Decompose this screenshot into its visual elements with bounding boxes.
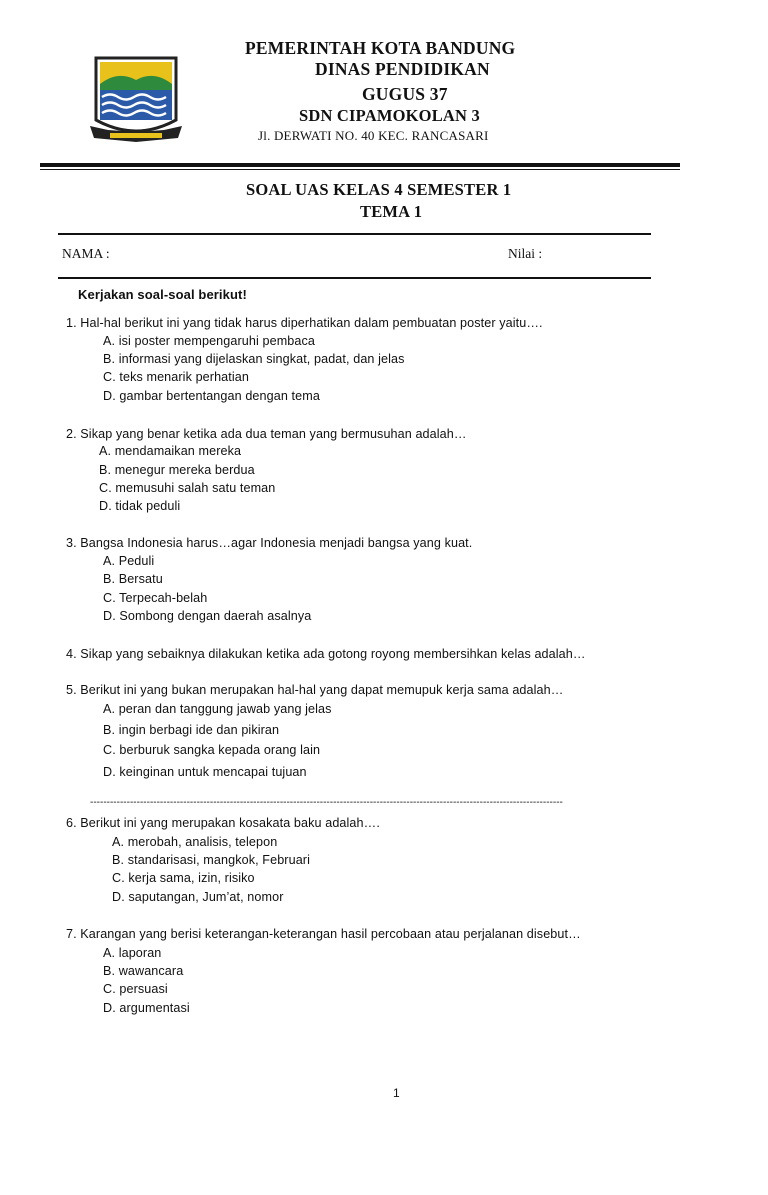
header-line-department: DINAS PENDIDIKAN bbox=[315, 59, 490, 79]
q7-option-d: D. argumentasi bbox=[103, 1001, 190, 1015]
exam-title: SOAL UAS KELAS 4 SEMESTER 1 bbox=[246, 180, 512, 199]
q6-option-b: B. standarisasi, mangkok, Februari bbox=[112, 853, 310, 867]
q6-option-a: A. merobah, analisis, telepon bbox=[112, 835, 278, 849]
question-3: 3. Bangsa Indonesia harus…agar Indonesia menjadi bangsa yang kuat. bbox=[66, 536, 473, 550]
question-2: 2. Sikap yang benar ketika ada dua teman yang bermusuhan adalah… bbox=[66, 427, 467, 441]
header-rule-thin bbox=[40, 169, 680, 170]
question-4: 4. Sikap yang sebaiknya dilakukan ketika ada gotong royong membersihkan kelas adalah… bbox=[66, 647, 586, 661]
q3-option-a: A. Peduli bbox=[103, 554, 155, 568]
q2-option-a: A. mendamaikan mereka bbox=[99, 444, 242, 458]
q7-option-c: C. persuasi bbox=[103, 982, 168, 996]
q1-option-a: A. isi poster mempengaruhi pembaca bbox=[103, 334, 316, 348]
q3-option-d: D. Sombong dengan daerah asalnya bbox=[103, 609, 312, 623]
q2-option-c: C. memusuhi salah satu teman bbox=[99, 481, 276, 495]
page-number: 1 bbox=[393, 1086, 400, 1100]
q7-option-a: A. laporan bbox=[103, 946, 162, 960]
header-rule-thick bbox=[40, 163, 680, 167]
q3-option-c: C. Terpecah-belah bbox=[103, 591, 208, 605]
q7-option-b: B. wawancara bbox=[103, 964, 184, 978]
header-address: Jl. DERWATI NO. 40 KEC. RANCASARI bbox=[258, 128, 489, 143]
name-label: NAMA : bbox=[62, 246, 110, 261]
header-line-cluster: GUGUS 37 bbox=[362, 84, 448, 104]
dashed-separator: ---------------------------------------------------------------------------------------------------------------------------------------------- bbox=[90, 797, 563, 808]
question-6: 6. Berikut ini yang merupakan kosakata baku adalah…. bbox=[66, 816, 380, 830]
question-7: 7. Karangan yang berisi keterangan-keterangan hasil percobaan atau perjalanan disebut… bbox=[66, 927, 581, 941]
header-line-government: PEMERINTAH KOTA BANDUNG bbox=[245, 38, 516, 58]
q1-option-c: C. teks menarik perhatian bbox=[103, 370, 249, 384]
q5-option-d: D. keinginan untuk mencapai tujuan bbox=[103, 765, 307, 779]
q2-option-d: D. tidak peduli bbox=[99, 499, 181, 513]
q3-option-b: B. Bersatu bbox=[103, 572, 163, 586]
question-5: 5. Berikut ini yang bukan merupakan hal-hal yang dapat memupuk kerja sama adalah… bbox=[66, 683, 564, 697]
q6-option-c: C. kerja sama, izin, risiko bbox=[112, 871, 255, 885]
q5-option-b: B. ingin berbagi ide dan pikiran bbox=[103, 723, 280, 737]
q1-option-b: B. informasi yang dijelaskan singkat, padat, dan jelas bbox=[103, 352, 405, 366]
bandung-emblem-logo bbox=[88, 50, 184, 150]
q1-option-d: D. gambar bertentangan dengan tema bbox=[103, 389, 320, 403]
q5-option-a: A. peran dan tanggung jawab yang jelas bbox=[103, 702, 332, 716]
q2-option-b: B. menegur mereka berdua bbox=[99, 463, 255, 477]
instruction-text: Kerjakan soal-soal berikut! bbox=[78, 287, 247, 302]
name-box-bottom-rule bbox=[58, 277, 651, 279]
question-1: 1. Hal-hal berikut ini yang tidak harus diperhatikan dalam pembuatan poster yaitu…. bbox=[66, 316, 543, 330]
header-school-name: SDN CIPAMOKOLAN 3 bbox=[299, 106, 480, 125]
q5-option-c: C. berburuk sangka kepada orang lain bbox=[103, 743, 321, 757]
q6-option-d: D. saputangan, Jum’at, nomor bbox=[112, 890, 284, 904]
exam-subtitle: TEMA 1 bbox=[360, 202, 423, 221]
name-box-top-rule bbox=[58, 233, 651, 235]
score-label: Nilai : bbox=[508, 246, 543, 261]
